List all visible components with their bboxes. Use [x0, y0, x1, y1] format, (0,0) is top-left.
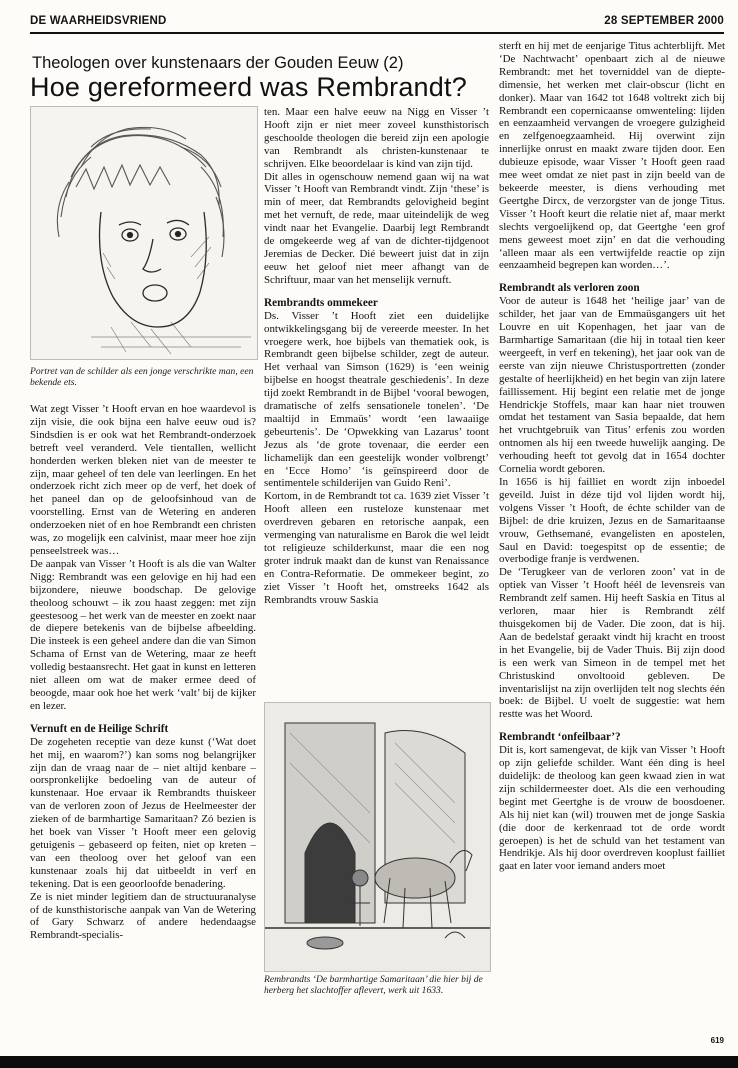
paragraph: sterft en hij met de eenjarige Titus achterblijft. Met ‘De Nachtwacht’ openbaart zich al de nieuwe Rembrandt: met het toverniddel van de diepte-dimensie, het werken met clair-obscur (licht en donker). Maar van 1642 tot 1648 voltrekt zich bij Rembrandt een copernicaanse omwenteling: lijden en eenzaamheid vervangen de vroegere gulzigheid en zelfgenoegzaamheid. Hij overwint zijn innerlijke onrust en maakt zware tijden door. Een dubieuze episode, waar Visser ’t Hooft geen raad mee weet omdat ze niet past in zijn beeld van de bekeerde meester, is diens verhouding met Geertghe Dircx, de verzorgster van de jonge Titus. Visser ’t Hooft keurt die relatie niet af, maar merkt slechts vergoelijkend op, dat Geertghe ‘een grof mens geweest moet zijn’ en dat die verhouding ‘alleen maar als een vertwijfelde reactie op zijn eenzaamheid begrepen kan worden…’. [499, 40, 725, 272]
paragraph: De aanpak van Visser ’t Hooft is als die van Walter Nigg: Rembrandt was een gelovige en hij had een bijzondere, nieuwe boodschap. De gelovige theoloog schouwt – ik zou haast zeggen: met zijn geestesoog – het werk van de meester en zoekt naar de diepere betekenis van de bijbelse afbeelding. Die insteek is een geheel andere dan die van Simon Schama of Ernst van de Wetering, maar ze heeft volledig bestaansrecht. Het gaat in kunst en letteren niet alleen om wat de maker ermee deed of beoogde, maar ook hoe het werk ‘valt’ bij de kijker en lezer. [30, 557, 256, 712]
paragraph: Voor de auteur is 1648 het ‘heilige jaar’ van de schilder, het jaar van de Emmaüsgangers uit het Louvre en uit Kopenhagen, het jaar van de Barmhartige Samaritaan (die hij in totaal tien keer weergeeft, in verf en tekening), het jaar ook van de eerste van zijn nieuwe Christusportretten (zonder gestalte of heerlijkheid) en het begin van zijn latere faillissement. Hij begint een relatie met de jonge Hendrickje Stoffels, maar kan haar niet trouwen omdat het testament van Sasia bepaalde, dat hem het vruchtgebruik van Titus’ erfenis zou worden ontnomen als hij een tweede huwelijk aanging. De verhouding heeft tot gevolg dat in 1654 dochter Cornelia wordt geboren. [499, 295, 725, 476]
section-heading-onfeilbaar: Rembrandt ‘onfeilbaar’? [499, 731, 621, 744]
publication-name: DE WAARHEIDSVRIEND [30, 15, 167, 27]
paragraph: Dit is, kort samengevat, de kijk van Visser ’t Hooft op zijn geliefde schilder. Want één ding is heel duidelijk: de theoloog kan geen kwaad zien in wat zijn schildermeester doet. Als die een verhouding begint met Geertghe is de vrouw de boosdoener. Als hij niet kan (wil) trouwen met de jonge Saskia (die door de kerkenraad tot de orde wordt geroepen) is het de schuld van het testament van Hendrikje. Als hij door overdreven kooplust failliet gaat en later voor iemand anders moet [499, 744, 725, 873]
samaritan-caption: Rembrandts ‘De barmhartige Samaritaan’ die hier bij de herberg het slachtoffer aflevert, werk uit 1633. [264, 974, 483, 996]
section-heading-ommekeer: Rembrandts ommekeer [264, 296, 378, 309]
column-2 [264, 106, 489, 698]
paragraph: De zogeheten receptie van deze kunst (‘Wat doet het mij, en waarom?’) kan soms nog belangrijker zijn dan de vraag naar de – niet altijd kenbare – oorspronkelijke bedoeling van de auteur of kunstenaar. Hoe ervaar ik Rembrandts thuiskeer van de verloren zoon of Jezus de Heelmeester der zieken of de barmhartige Samaritaan? Zó bezien is het boek van Visser ’t Hooft meer een gelovig getuigenis – gebaseerd op feiten, niet op kreten – van een theoloog over het geloof van een kunstenaar zoals hij dat uitbeeldt in verf en tekening. Dat is een geoorloofde benadering. [30, 735, 256, 890]
samaritan-illustration [265, 703, 490, 971]
samaritan-etching-image [264, 702, 491, 972]
bottom-bar [0, 1056, 738, 1068]
portrait-illustration [31, 107, 257, 359]
paragraph: De ‘Terugkeer van de verloren zoon’ vat in de optiek van Visser ’t Hooft héél de levensreis van Rembrandt zelf samen. Hij heeft Saskia en Titus al verloren, maar hier is Rembrandt zélf thuisgekomen bij de Vader. Die zoon, dat is hij. Aan de bedelstaf geraakt vindt hij kracht en troost in het Evangelie, bij de Vader Thuis. Bij zijn dood is een werk van Simeon in de tempel met het Christuskind onvoltooid gebleven. De inventarislijst na zijn overlijden telt nog slechts één boek: de Bijbel. U voelt de suggestie: wat hem restte was het Woord. [499, 566, 725, 721]
section-heading-verloren-zoon: Rembrandt als verloren zoon [499, 282, 640, 295]
column-1 [30, 403, 256, 1051]
paragraph: Ds. Visser ’t Hooft ziet een duidelijke ontwikkelingsgang bij de vereerde meester. In het vroegere werk, hoe bijbels van thematiek ook, is Rembrandt geen bijbelse schilder, zegt de auteur. Het verhaal van Simson (1629) is ‘een weinig bijbelse en hoogst theatrale geschiedenis’. In deze tijd zoekt Rembrandt in de Bijbel ‘vooral bewogen, dramatische of zelfs sensationele tonelen’. ‘De maaltijd in Emmaüs’ wordt ‘een lawaaiige gebeurtenis’. De ‘Opwekking van Lazarus’ toont Jezus als ‘de grote tovenaar, die eerder een lichamelijk dan een geestelijk wonder volbrengt’ en ‘Ecce Homo’ ‘is geïnspireerd door de sentimentele schilderijen van Guido Reni’. [264, 309, 489, 490]
article-kicker: Theologen over kunstenaars der Gouden Eeuw (2) [32, 54, 404, 72]
column-3 [499, 40, 725, 1036]
section-heading-vernuft: Vernuft en de Heilige Schrift [30, 722, 169, 735]
paragraph: In 1656 is hij failliet en wordt zijn inboedel geveild. Juist in déze tijd vol lijden wordt hij, volgens Visser ’t Hooft, de échte schilder van de Bijbel: de drie kruizen, Jezus en de Samaritaanse vrouw, Gethsemané, evangelisten en apostelen, Saul en David: toegespitst op de essentie; de overbodige franje is verdwenen. [499, 476, 725, 566]
portrait-etching-image [30, 106, 258, 360]
paragraph: Wat zegt Visser ’t Hooft ervan en hoe waardevol is zijn visie, die ook bijna een halve eeuw oud is? Sindsdien is er ook wat het Rembrandt-onderzoek betreft veel veranderd. Vele tientallen, wellicht honderden werken bleken niet van de meester te zijn, maar geheel of ten dele van leerlingen. En het onderzoek richt zich meer op de verf, het doek of het paneel dan op de geloofsinhoud van de voorstelling. Ernst van de Wetering en anderen onderzoeken niet of en hoe Rembrandt een christen was, zo mogelijk een calvinist, maar meer hoe zijn penseelstreek was… [30, 403, 256, 557]
portrait-caption: Portret van de schilder als een jonge verschrikte man, een bekende ets. [30, 366, 254, 388]
paragraph: Kortom, in de Rembrandt tot ca. 1639 ziet Visser ’t Hooft alleen een rusteloze kunstenaar met overdreven gebaren en retorische aanpak, een vermenging van naturalisme en Barok die wel leidt tot religieuze schilderkunst, maar die een nog groter indruk maakt dan de kunst van Renaissance en Contra-Reformatie. De ommekeer begint, zo ziet Visser ’t Hooft het, omstreeks 1642 als Rembrandts vrouw Saskia [264, 490, 489, 606]
article-title: Hoe gereformeerd was Rembrandt? [30, 72, 467, 102]
paragraph: Ze is niet minder legitiem dan de structuuranalyse of de kunsthistorische aanpak van Van de Wetering of Gary Schwarz of andere hedendaagse Rembrandt-specialis- [30, 890, 256, 942]
page-number: 619 [710, 1036, 724, 1045]
running-header [30, 12, 724, 34]
paragraph: Dit alles in ogenschouw nemend gaan wij na wat Visser ’t Hooft van Rembrandt vindt. Zijn ‘these’ is min of meer, dat Rembrandts gelovigheid begint met het vernuft, de rede, maar uiteindelijk de weg vindt naar het Evangelie. Daarbij legt Rembrandt de omgekeerde weg af van de dichter-tijdgenoot Jeremias de Decker. Dié beweert juist dat in zijn eeuw het geloof niet meer afhangt van de Schriftuur, maar van het menselijk vernuft. [264, 170, 489, 286]
paragraph: ten. Maar een halve eeuw na Nigg en Visser ’t Hooft zijn er niet meer zoveel kunsthistorisch geschoolde theologen die bereid zijn een apologie van Rembrandt als christen-kunstenaar te schrijven. Elke beoordelaar is kind van zijn tijd. [264, 106, 489, 170]
issue-date: 28 SEPTEMBER 2000 [604, 15, 724, 27]
